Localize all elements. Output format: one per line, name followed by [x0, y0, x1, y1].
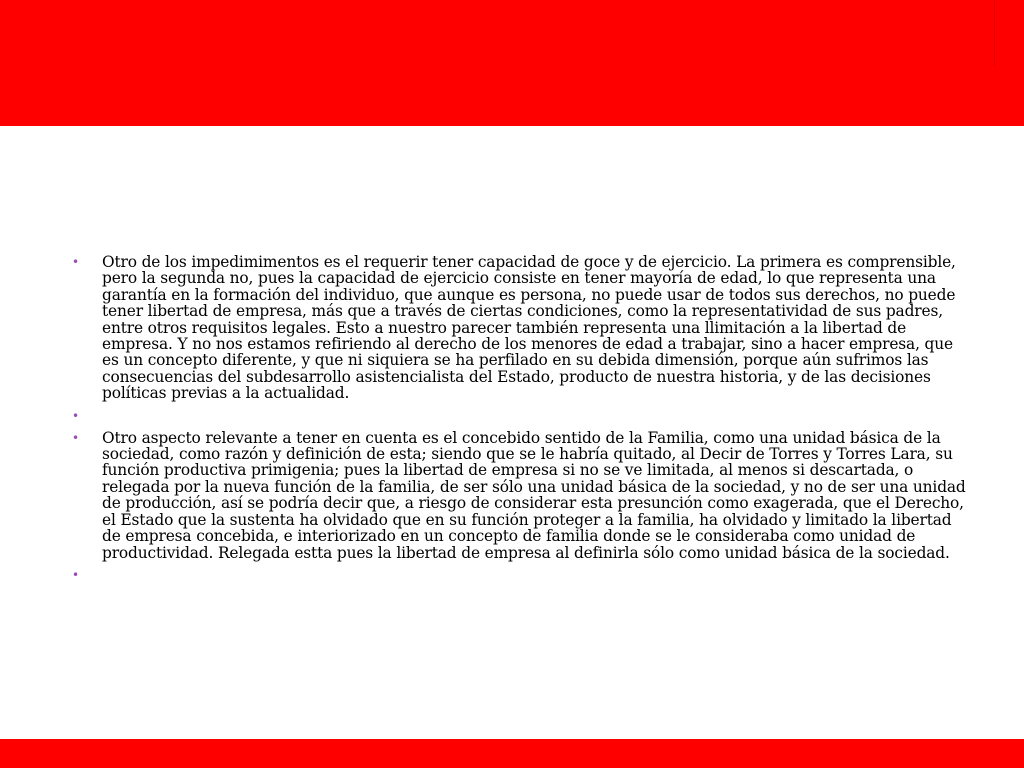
bullet-icon: • [72, 255, 79, 269]
header-divider-line [994, 0, 995, 66]
bottom-footer-bar [0, 739, 1024, 768]
top-header-bar [0, 0, 1024, 126]
paragraph-text: Otro aspecto relevante a tener en cuenta es el concebido sentido de la Familia, como una unidad básica de la sociedad, como razón y definición de esta; siendo que se le habría quitado, al Decir de Torres y Torres Lara, su función productiva primigenia; pues la libertad de empresa si no se ve limitada, al menos si descartada, o relegada por la nueva función de la familia, de ser sólo una unidad básica de la sociedad, y no de ser una unidad de producción, así se podría decir que, a riesgo de considerar esta presunción como exagerada, que el Derecho, el Estado que la sustenta ha olvidado que en su función proteger a la familia, ha olvidado y limitado la libertad de empresa concebida, e interiorizado en un concepto de familia donde se le consideraba como unidad de productividad. Relegada estta pues la libertad de empresa al definirla sólo como unidad básica de la sociedad. [102, 428, 966, 562]
bullet-icon: • [72, 567, 79, 582]
bullet-icon: • [72, 430, 79, 445]
list-item-empty [72, 567, 970, 583]
paragraph-text: Otro de los impedimimentos es el requerir tener capacidad de goce y de ejercicio. La primera es comprensible, pero la segunda no, pues la capacidad de ejercicio consiste en tener mayoría de edad, lo que representa una garantía en la formación del individuo, que aunque es persona, no puede usar de todos sus derechos, no puede tener libertad de empresa, más que a través de ciertas condiciones, como la representatividad de sus padres, entre otros requisitos legales. Esto a nuestro parecer también representa una llimitación a la libertad de empresa. Y no nos estamos refiriendo al derecho de los menores de edad a trabajar, sino a hacer empresa, que es un concepto diferente, y que ni siquiera se ha perfilado en su debida dimensión, porque aún sufrimos las consecuencias del subdesarrollo asistencialista del Estado, producto de nuestra historia, y de las decisiones políticas previas a la actualidad. [102, 253, 956, 403]
bullet-icon: • [72, 408, 79, 423]
bullet-list [72, 254, 970, 589]
list-item-empty [72, 408, 970, 424]
list-item-familia [72, 430, 970, 561]
list-item-impedimentos [72, 254, 970, 402]
